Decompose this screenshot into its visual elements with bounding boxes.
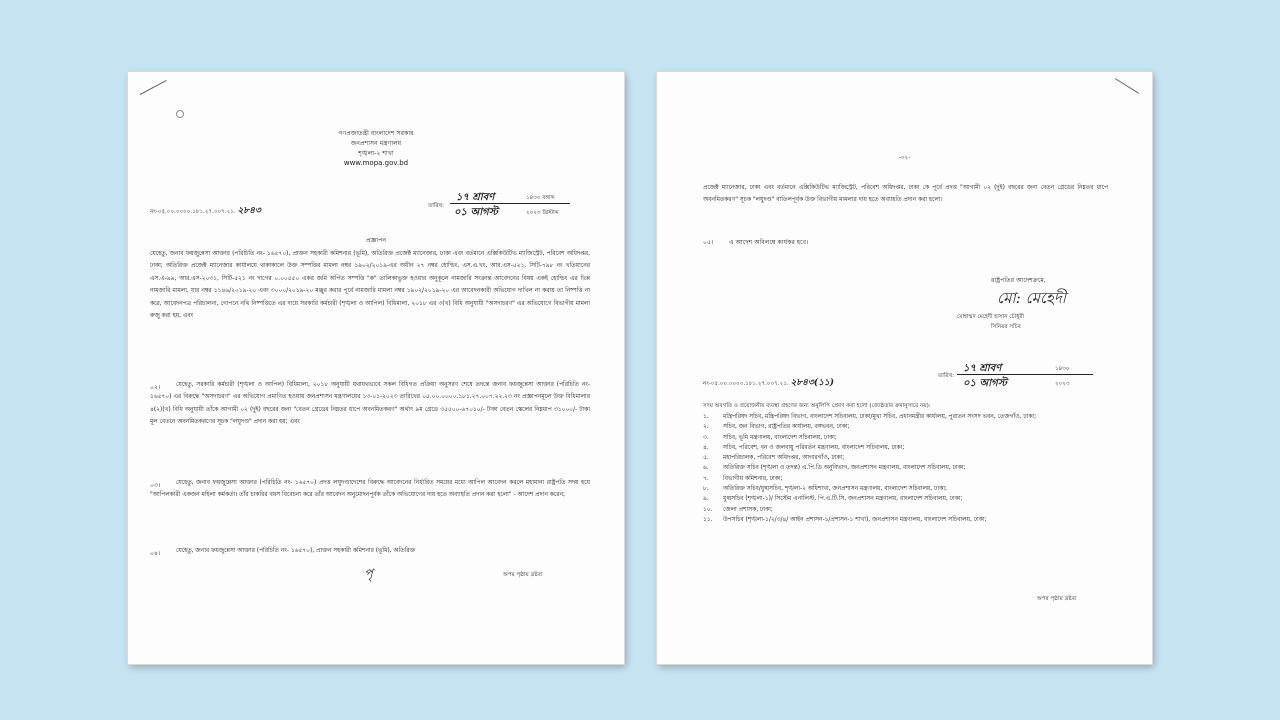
distribution-item-number: ১০. [703,506,713,513]
distribution-item [703,433,1123,443]
scan-mark [1115,78,1139,94]
distribution-item-number: ৫. [703,455,709,462]
distribution-item-text: সচিব, ভূমি মন্ত্রণালয়, বাংলাদেশ সচিবালয়, ঢাকা; [723,434,837,441]
distribution-item [703,515,1123,525]
date-english: ০১ আগস্ট [454,207,498,218]
signature: মো: মেহেদী [997,289,1067,307]
page-number: -০২- [898,155,911,161]
ministry-header-line: জনপ্রশাসন মন্ত্রণালয় [350,140,402,147]
notice-title: প্রজ্ঞাপন [365,237,387,244]
distribution-item [703,484,1123,494]
paragraph-2: যেহেতু, সরকারি কর্মচারী (শৃঙ্খলা ও আপিল) বিধিমালা, ২০১৮ অনুযায়ী যথাযথভাবে সকল বিধিগত প্রক্রিয়া অনুসরণ শেষে তদন্তে জনাব ফয়জুন্নেসা আক্তার (পরিচিতি নং- ১৬৫৭০) এর বিরুদ্ধে "অসদাচরণ" এর অভিযোগ প্রমাণিত হওয়ায় জনপ্রশাসন মন্ত্রণালয়ের ১৩-০১-২০২৩ তারিখের ০৫.০০.০০০০.১৮১.২৭.০০৭.২২.২৩ নং প্রজ্ঞাপনমূলে উক্ত বিধিমালার ৪(২)(খ) বিধি অনুযায়ী তাঁকে আগামী ০২ (দুই) বছরের জন্য "বেতন গ্রেডের নিম্নতর ধাপে অবনমিতকরণ" অর্থাৎ ৯ম গ্রেডে ৩৫৫০০-৬৭০১০/- টাকা বেতন স্কেলের নিম্নধাপ ৩১০০০/- টাকা মূল বেতনে অবনমিতকরণের সূচক "লঘুদণ্ড" প্রদান করা হয়; এবং [150,382,590,426]
paragraph-4: যেহেতু, জনাব ফয়জুন্নেসা আক্তার (পরিচিতি নং- ১৬৫৭০), প্রাক্তন সহকারী কমিশনার (ভূমি), অতিরিক্ত [176,548,416,554]
distribution-item-text: উপসচিব (শৃঙ্খলা-১/২/৩/৪/ আইন প্রশাসন-১/প্রশাসন-১ শাখা), জনপ্রশাসন মন্ত্রণালয়, বাংলাদেশ সচিবালয়, ঢাকা; [723,516,987,523]
distribution-item-number: ৬. [703,465,709,472]
signer-title: সিনিয়র সচিব [991,324,1021,330]
distribution-item-number: ১. [703,414,709,420]
distribution-item [703,505,1123,515]
memo-handwritten-suffix: ২৮৪৩(১১) [790,378,835,388]
date-english-year: ২০২৩ [1055,381,1070,387]
date-bangla-year: ১৪৩০ বঙ্গাব্দ [526,195,555,201]
distribution-item-text: মহাপরিচালক, পরিবেশ অধিদপ্তর, আগারগাঁও, ঢাকা; [723,455,845,462]
punch-hole [176,110,184,118]
distribution-item-number: ৪. [703,444,709,451]
memo-number: নং-০৫.০০.০০০০.১৮১.২৭.০০৭.২১. ২৮৪৩(১১) [703,378,835,388]
distribution-item-number: ৯. [703,496,709,503]
distribution-item-text: সচিব, পরিবেশ, বন ও জলবায়ু পরিবর্তন মন্ত্রণালয়, বাংলাদেশ সচিবালয়, ঢাকা; [723,444,905,451]
distribution-item-number: ৩. [703,434,709,441]
document-page-2 [657,72,1152,664]
distribution-item [703,494,1123,504]
date-divider [957,374,1093,375]
memo-handwritten-suffix: ২৮৪৩ [237,206,261,216]
paragraph-3-number: ০৩। [150,482,161,489]
paragraph-5: এ আদেশ অবিলম্বে কার্যকর হবে। [729,239,809,246]
date-bangla-year: ১৪৩০ [1055,366,1070,372]
paragraph-continued: প্রজেক্ট ম্যানেজার, ঢাকা এবং বর্তমানে এক্সিকিউটিভ ম্যাজিস্ট্রেট, পরিবেশ অধিদপ্তর, ঢাকা কে পূর্বে প্রদত্ত "আগামী ০২ (দুই) বছরের জন্য বেতন গ্রেডের নিম্নতর ধাপে অবনমিতকরণ" সূচক "লঘুদণ্ড" বাতিলপূর্বক উক্ত বিভাগীয় মামলার দায় হতে অব্যাহতি প্রদান করা হলো। [703,185,1108,204]
distribution-item-text: বিভাগীয় কমিশনার, ঢাকা; [723,475,783,482]
distribution-item [703,453,1123,463]
date-divider [450,203,570,204]
paragraph-1: যেহেতু, জনাব ফয়জুন্নেসা আক্তার (পরিচিতি নং- ১৬৫৭০), প্রাক্তন সহকারী কমিশনার (ভূমি), অতিরিক্ত প্রজেক্ট ম্যানেজার, ঢাকা এবং বর্তমানে এক্সিকিউটিভ ম্যাজিস্ট্রেট, পরিবেশ অধিদপ্তর, ঢাকা; অতিরিক্ত প্রজেক্ট ম্যানেজার কার্যালয়ে থাকাকালে উক্ত সম্পত্তির মামলা নম্বর ১৯০২/২০১৯-এর অধীন ২৭ নম্বর হোল্ডিং, এস.এ.খং, আর.এস-৫২১, সিটি-৭৯৮ নং খতিয়ানের এস.এ-৯৯, আর.এস-২০৩১, সিটি-৫২১ নং দাগের ০.০০৫৫০ একর জমি অর্পিত সম্পত্তি "ক" তালিকাভুক্ত হওয়ার অনুকূলে নামজারি সংক্রান্ত আবেদনের বিষয় একই হোল্ডিং এর ভিন্ন নামজারি মামলা, যার নম্বর ১১৪৬/২০১৯-২০ এবং ৩০০০/২০১৯-২০ মঞ্জুর করার পূর্বে নামজারি মামলা নম্বর ১৯০২/২০১৯-২০ এর আবেদনকারী অভিযোগ দাখিল না করায় তা নিষ্পত্তি না করে, আবেদনপত্র পরিচালনা, গোপনে নথি নিষ্পত্তিতে এর দায়ে সরকারি কর্মচারী (শৃঙ্খলা ও আপিল) বিধিমালা, ২০১৮ এর ৩(খ) বিধি অনুযায়ী "অসদাচরণ" এর অভিযোগে বিভাগীয় মামলা রুজু করা হয়, এবং [150,251,590,320]
date-label: তারিখ: [938,373,955,379]
signer-name: মোহাম্মদ মেহেদী হাসান চৌধুরী [957,314,1025,320]
distribution-item [703,412,1123,422]
distribution-item-number: ৮. [703,486,709,493]
govt-header-line: গণপ্রজাতন্ত্রী বাংলাদেশ সরকার [338,130,414,137]
distribution-item-number: ৭. [703,475,709,482]
continued-note: অপর পৃষ্ঠায় দ্রষ্টব্য [1037,596,1077,602]
distribution-item-text: অতিরিক্ত সচিব/যুগ্মসচিব, শৃঙ্খলা-২ অধিশাখা, জনপ্রশাসন মন্ত্রণালয়, বাংলাদেশ সচিবালয়, ঢাকা; [723,486,947,493]
paragraph-3: যেহেতু, জনাব ফয়জুন্নেসা আক্তার (পরিচিতি নং- ১৬৫৭০) প্রদত্ত লঘুদণ্ডাদেশের বিরুদ্ধে আবেদনের নির্ধারিত সময়ের মধ্যে আপিল আবেদন করলে মহামান্য রাষ্ট্রপতি সদয় হয়ে "আপিলকারী একজন মহিলা কর্মকর্তা। তাঁর চাকরির বয়স বিবেচনা করে তাঁর আবেদন অনুমোদনপূর্বক তাঁকে অভিযোগের দায় হতে অব্যাহতি প্রদান করা হলো" - আদেশ প্রদান করেন; [150,480,590,499]
distribution-item [703,422,1123,432]
date-bangla: ১৭ শ্রাবণ [963,363,1002,374]
memo-number: নং-০৫.০০.০০০০.১৮১.২৭.০০৭.২১. ২৮৪৩ [150,206,261,216]
website-line: www.mopa.gov.bd [343,159,409,167]
distribution-list [703,412,1123,525]
order-line: রাষ্ট্রপতির আদেশক্রমে, [991,277,1046,284]
scan-mark [140,80,167,95]
date-bangla: ১৭ শ্রাবণ [456,192,495,203]
paragraph-2-number: ০২। [150,384,161,391]
handwritten-initial: পৃ [364,567,373,582]
date-english: ০১ আগস্ট [963,378,1007,389]
section-header-line: শৃঙ্খলা-২ শাখা [358,150,394,157]
distribution-item-text: সচিব, জন বিভাগ, রাষ্ট্রপতির কার্যালয়, বঙ্গভবন, ঢাকা; [723,424,850,431]
distribution-item-number: ২. [703,424,709,431]
distribution-item-text: জেলা প্রশাসক, ঢাকা; [723,506,773,513]
continued-note: অপর পৃষ্ঠায় দ্রষ্টব্য [503,572,543,578]
distribution-item-text: মন্ত্রিপরিষদ সচিব, মন্ত্রিপরিষদ বিভাগ, বাংলাদেশ সচিবালয়, ঢাকা/মুখ্য সচিব, প্রধানমন্ত্রীর কার্যালয়, পুরাতন সংসদ ভবন, তেজগাঁও, ঢাকা; [723,414,1037,420]
distribution-intro: সদয় অবগতি ও প্রয়োজনীয় ব্যবস্থা গ্রহণের জন্য অনুলিপি প্রেরণ করা হলো (জ্যেষ্ঠতার ক্রমানুসারে নয়): [703,403,931,409]
distribution-item [703,474,1123,484]
distribution-item [703,463,1123,473]
date-label: তারিখ: [428,203,445,209]
paragraph-4-number: ০৪। [150,550,161,557]
distribution-item-text: যুগ্মসচিব (শৃঙ্খলা-১)/ সিস্টেম এনালিস্ট, পি.এ.টি.সি, জনপ্রশাসন মন্ত্রণালয়, বাংলাদেশ সচিবালয়, ঢাকা; [723,496,963,503]
document-page-1 [128,72,624,664]
distribution-item-text: অতিরিক্ত সচিব (শৃঙ্খলা ও তদন্ত) এ.পি.ডি অনুবিভাগ, জনপ্রশাসন মন্ত্রণালয়, বাংলাদেশ সচিবালয়, ঢাকা; [723,465,966,472]
distribution-item [703,443,1123,453]
distribution-item-number: ১১. [703,516,713,523]
date-english-year: ২০২৩ খ্রিস্টাব্দ [526,210,559,216]
paragraph-5-number: ০৫। [703,239,714,246]
